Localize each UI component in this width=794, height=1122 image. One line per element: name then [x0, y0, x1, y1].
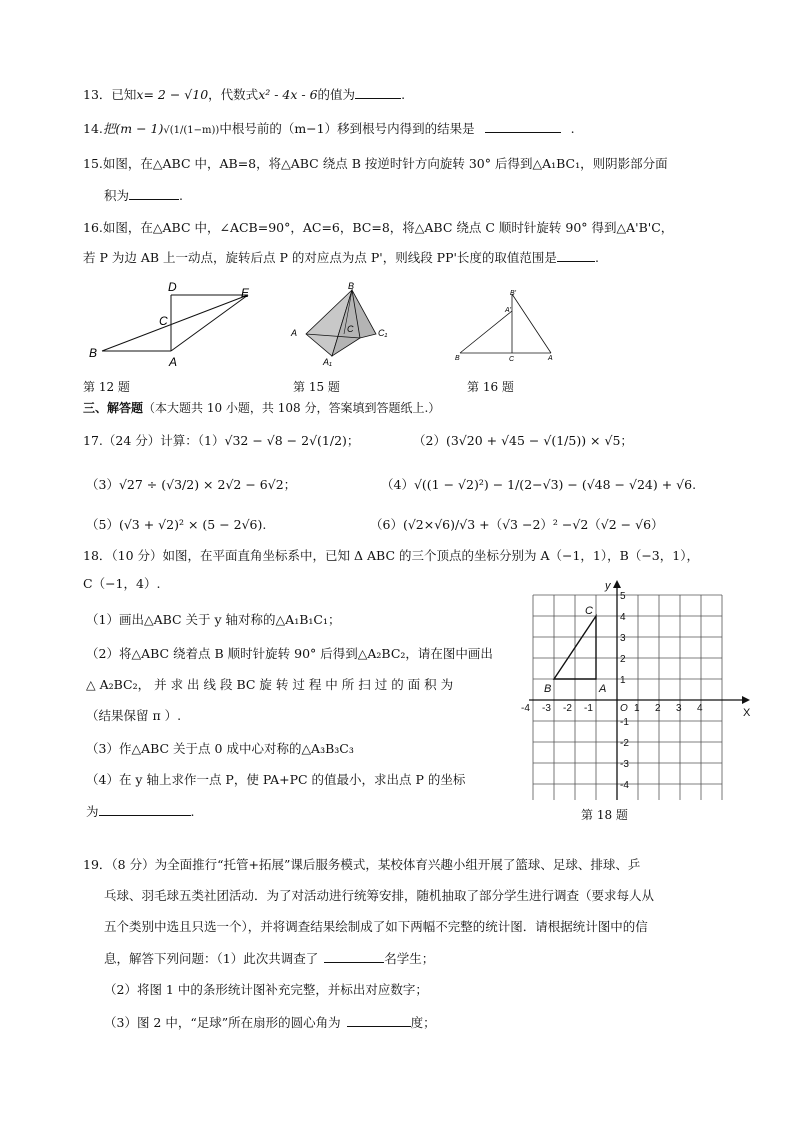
- point-label-c: C: [585, 605, 593, 617]
- q14-radical: √(1/(1−m)): [163, 125, 220, 136]
- q19-line4: [104, 950, 434, 967]
- question-15-line1: [83, 156, 668, 172]
- x-tick-label: -4: [521, 703, 530, 714]
- fig16-label-b: B: [455, 355, 460, 362]
- fig12-label-d: D: [168, 282, 177, 294]
- y-axis-label: y: [605, 580, 611, 592]
- fig16-label-b-prime: B': [510, 290, 517, 297]
- y-axis-arrow: [613, 580, 621, 588]
- q18-part1: （1）画出△ABC 关于 y 轴对称的△A₁B₁C₁；: [86, 612, 341, 627]
- q18-part4b-line: [86, 803, 195, 820]
- question-18-line1: [83, 548, 699, 564]
- q15-end: .: [179, 188, 183, 203]
- q18-part3: （3）作△ABC 关于点 0 成中心对称的△A₃B₃C₃: [86, 741, 354, 756]
- section-3-header: [83, 400, 440, 416]
- q15-number: 15.: [83, 156, 103, 171]
- q19-number: 19．: [83, 857, 112, 872]
- fig15-label-a1: A₁: [323, 357, 332, 367]
- axes: [529, 580, 750, 800]
- x-tick-label: -1: [584, 703, 593, 714]
- fig16-caption: 第 16 题: [467, 380, 514, 394]
- x-axis-arrow: [742, 696, 750, 704]
- fig12-label-c: C: [159, 314, 168, 328]
- q18-part4b: 为: [86, 804, 99, 819]
- q15-line1: 如图，在△ABC 中，AB=8，将△ABC 绕点 B 按逆时针方向旋转 30° 后得到△A₁BC₁，则阴影部分面: [102, 156, 668, 171]
- x-tick-label: -2: [563, 703, 572, 714]
- y-tick-label: -3: [620, 759, 629, 770]
- fig15-label-a: A: [291, 328, 298, 338]
- figure-18-grid: [520, 580, 760, 800]
- q14-text-b: 中根号前的（m−1）移到根号内得到的结果是: [219, 121, 475, 136]
- figure-15: [288, 282, 398, 370]
- q19-score: （8 分）: [111, 857, 155, 872]
- fig15-caption: 第 15 题: [293, 380, 340, 394]
- q18-part2c: （结果保留 π ）.: [86, 708, 182, 723]
- q13-end: .: [401, 87, 406, 102]
- q16-line2: 若 P 为边 AB 上一动点，旋转后点 P 的对应点为点 P'，则线段 PP'长度的取值范围是: [83, 250, 557, 265]
- q15-answer-blank[interactable]: [129, 187, 179, 200]
- y-tick-label: 5: [620, 591, 626, 602]
- y-tick-label: 2: [620, 654, 626, 665]
- q18-part4a: （4）在 y 轴上求作一点 P，使 PA+PC 的值最小，求出点 P 的坐标: [86, 772, 466, 787]
- q16-number: 16.: [83, 220, 103, 235]
- y-tick-label: -2: [620, 738, 629, 749]
- question-14: [83, 120, 575, 139]
- q17-part2: （2）(3√20 + √45 − √(1/5)) × √5；: [413, 433, 633, 448]
- question-16-line1: [83, 220, 673, 236]
- q16-line1: 如图，在△ABC 中，∠ACB=90°，AC=6，BC=8，将△ABC 绕点 C 顺时针旋转 90° 得到△A'B'C，: [102, 220, 674, 235]
- section-3-title: 三、解答题: [83, 401, 144, 415]
- q18-part2b: △ A₂BC₂， 并 求 出 线 段 BC 旋 转 过 程 中 所 扫 过 的 面 积 为: [86, 677, 454, 692]
- fig16-line-ba1: [460, 311, 512, 353]
- q19-line4a: 息，解答下列问题：（1）此次共调查了: [104, 951, 319, 966]
- section-3-note: （本大题共 10 小题，共 108 分，答案填到答题纸上.）: [143, 401, 441, 415]
- fig16-label-a: A: [548, 355, 553, 362]
- question-13: [83, 86, 405, 103]
- figure-16: [450, 284, 562, 366]
- q14-number: 14.: [83, 121, 103, 136]
- question-17-line1: [83, 433, 359, 449]
- q19-part3: [104, 1014, 436, 1031]
- x-tick-label: -3: [542, 703, 551, 714]
- q17-part3: （3）√27 ÷ (√3/2) × 2√2 − 6√2；: [86, 477, 297, 492]
- x-tick-label: 3: [676, 703, 682, 714]
- q18-number: 18．: [83, 548, 112, 563]
- x-tick-label: 2: [655, 703, 661, 714]
- q19-part3a: （3）图 2 中，“足球”所在扇形的圆心角为: [104, 1015, 341, 1030]
- q19-answer-blank-1[interactable]: [324, 950, 384, 963]
- q13-expr2: x² - 4x - 6: [258, 87, 318, 102]
- q13-text-c: 的值为: [317, 87, 356, 102]
- fig16-label-a-prime: A': [505, 307, 512, 314]
- fig12-line-be: [102, 295, 248, 351]
- x-tick-label: 4: [697, 703, 703, 714]
- q19-answer-blank-2[interactable]: [347, 1014, 411, 1027]
- fig16-line-b1a: [512, 294, 551, 353]
- figure-12: [85, 282, 260, 372]
- q18-line1: 如图，在平面直角坐标系中，已知 Δ ABC 的三个顶点的坐标分别为 A（−1，1），B（−3，1），: [162, 548, 699, 563]
- q18-part2a: （2）将△ABC 绕着点 B 顺时针旋转 90° 后得到△A₂BC₂，请在图中画出: [86, 646, 493, 661]
- q18-line2: C（−1，4）.: [83, 576, 161, 591]
- q13-text-b: ，代数式: [208, 87, 259, 102]
- question-16-line2: [83, 249, 599, 266]
- q19-line2: 乓球、羽毛球五类社团活动．为了对活动进行统筹安排，随机抽取了部分学生进行调查（要求每人从: [104, 888, 655, 903]
- q17-part5: （5）(√3 + √2)² × (5 − 2√6).: [86, 517, 267, 532]
- tick-labels: [521, 580, 751, 791]
- q19-line1: 为全面推行“托管+拓展”课后服务模式，某校体育兴趣小组开展了篮球、足球、排球、乒: [154, 857, 641, 872]
- q17-part1: （1）√32 − √8 − 2√(1/2)；: [197, 433, 360, 448]
- fig12-label-e: E: [241, 286, 250, 300]
- x-axis-label: X: [743, 707, 751, 719]
- fig12-label-b: B: [89, 346, 98, 360]
- q19-part2: （2）将图 1 中的条形统计图补充完整，并标出对应数字；: [104, 982, 428, 997]
- fig12-line-ae: [171, 295, 248, 351]
- q19-part3b: 度；: [410, 1015, 436, 1030]
- q18-score: （10 分）: [111, 548, 163, 563]
- fig15-label-c: C: [347, 324, 354, 334]
- point-label-b: B: [544, 683, 552, 695]
- q17-part4: （4）√((1 − √2)²) − 1/(2−√3) − (√48 − √24) + √6.: [381, 477, 697, 492]
- q17-number: 17.: [83, 433, 103, 448]
- y-tick-label: 1: [620, 675, 626, 686]
- q18-answer-blank[interactable]: [99, 803, 191, 816]
- q13-number: 13．: [83, 87, 112, 102]
- point-label-a: A: [599, 683, 607, 695]
- y-tick-label: 3: [620, 633, 626, 644]
- q18-end: .: [190, 804, 195, 819]
- q13-expr: x= 2 − √10: [136, 87, 209, 102]
- q19-line4b: 名学生；: [384, 951, 435, 966]
- q14-answer-blank[interactable]: [485, 120, 561, 133]
- fig18-caption: 第 18 题: [581, 808, 628, 822]
- q16-end: .: [594, 250, 599, 265]
- fig12-label-a: A: [169, 355, 178, 369]
- q13-answer-blank[interactable]: [355, 86, 401, 99]
- y-tick-label: 4: [620, 612, 626, 623]
- fig15-label-b: B: [348, 282, 355, 291]
- y-tick-label: -4: [620, 780, 629, 791]
- q13-text-a: 已知: [111, 87, 137, 102]
- x-tick-label: 1: [634, 703, 640, 714]
- fig16-label-c: C: [509, 356, 515, 363]
- y-tick-label: -1: [620, 717, 629, 728]
- q14-end: .: [570, 121, 575, 136]
- q16-answer-blank[interactable]: [557, 249, 595, 262]
- q17-score: （24 分）: [102, 433, 161, 448]
- q17-part6: （6）(√2×√6)/√3 +（√3 −2）² −√2（√2 − √6）: [370, 517, 664, 532]
- q15-line2: 积为: [104, 188, 130, 203]
- question-19-line1: [83, 857, 640, 873]
- q19-line3: 五个类别中选且只选一个），并将调查结果绘制成了如下两幅不完整的统计图．请根据统计图中的信: [104, 919, 648, 934]
- fig12-caption: 第 12 题: [83, 380, 130, 394]
- fig15-label-c1: C₁: [378, 328, 388, 338]
- q14-prefix: 把(m − 1): [102, 121, 164, 136]
- question-15-line2: [104, 187, 183, 204]
- q17-intro: 计算：: [160, 433, 198, 448]
- origin-label: O: [620, 703, 628, 714]
